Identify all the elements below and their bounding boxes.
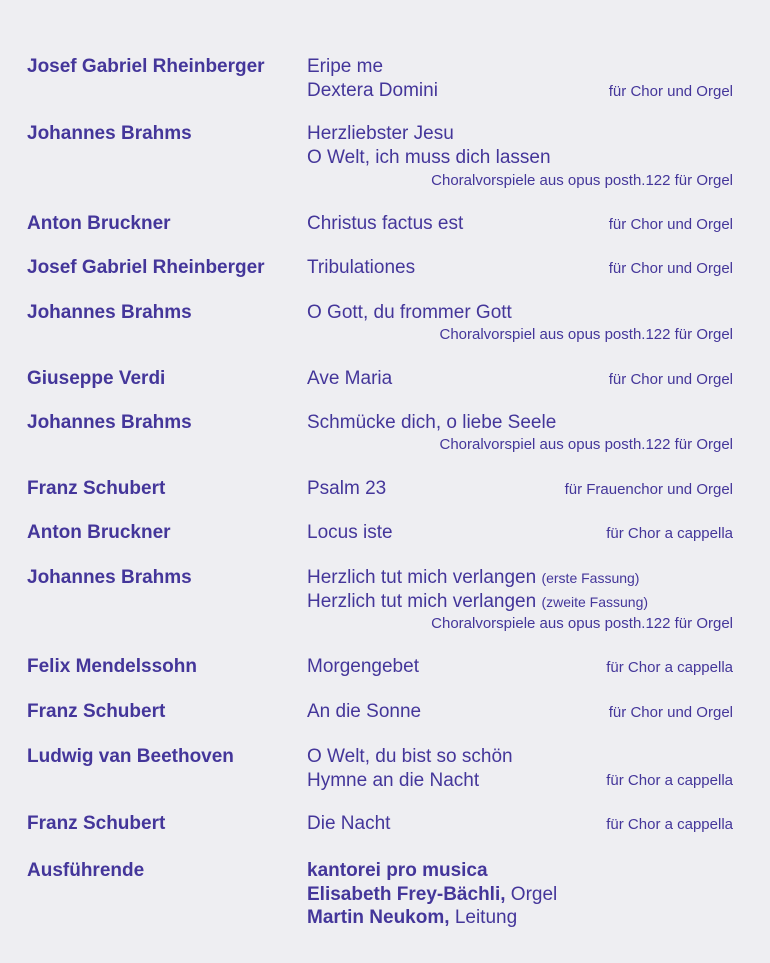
work-title: Herzliebster Jesu <box>307 123 454 144</box>
work-title: Hymne an die Nacht <box>307 770 480 791</box>
instrumentation: für Chor a cappella <box>606 659 733 676</box>
composer: Johannes Brahms <box>27 412 192 433</box>
work-title: Psalm 23 <box>307 478 387 499</box>
work-title: O Welt, du bist so schön <box>307 746 513 767</box>
instrumentation: für Frauenchor und Orgel <box>564 481 733 498</box>
work-line <box>307 566 639 590</box>
instrumentation: Choralvorspiele aus opus posth.122 für Orgel <box>431 172 733 189</box>
work-title: Herzlich tut mich verlangen <box>307 567 537 588</box>
work-title: Christus factus est <box>307 213 464 234</box>
composer: Franz Schubert <box>27 478 166 499</box>
organist-line <box>307 883 557 907</box>
conductor-line <box>307 906 517 930</box>
work-title: Schmücke dich, o liebe Seele <box>307 412 557 433</box>
work-line <box>307 590 648 614</box>
composer: Anton Bruckner <box>27 522 171 543</box>
composer: Josef Gabriel Rheinberger <box>27 257 265 278</box>
composer: Franz Schubert <box>27 701 166 722</box>
instrumentation: für Chor und Orgel <box>608 260 733 277</box>
version-note: (zweite Fassung) <box>541 594 649 610</box>
work-title: An die Sonne <box>307 701 422 722</box>
instrumentation: Choralvorspiel aus opus posth.122 für Orgel <box>439 436 733 453</box>
work-title: Tribulationes <box>307 257 416 278</box>
composer: Johannes Brahms <box>27 567 192 588</box>
version-note: (erste Fassung) <box>541 570 640 586</box>
work-title: Dextera Domini <box>307 80 438 101</box>
instrumentation: für Chor und Orgel <box>608 704 733 721</box>
instrumentation: für Chor und Orgel <box>608 371 733 388</box>
organist-name: Elisabeth Frey-Bächli, <box>307 884 506 905</box>
work-title: Morgengebet <box>307 656 419 677</box>
composer: Johannes Brahms <box>27 123 192 144</box>
instrumentation: für Chor a cappella <box>606 816 733 833</box>
instrumentation: für Chor und Orgel <box>608 216 733 233</box>
composer: Johannes Brahms <box>27 302 192 323</box>
instrumentation: Choralvorspiel aus opus posth.122 für Orgel <box>439 326 733 343</box>
composer: Giuseppe Verdi <box>27 368 166 389</box>
instrumentation: für Chor a cappella <box>606 772 733 789</box>
performers-label: Ausführende <box>27 860 145 881</box>
composer: Felix Mendelssohn <box>27 656 197 677</box>
conductor-name: Martin Neukom, <box>307 907 450 928</box>
conductor-role: Leitung <box>454 907 518 928</box>
work-title: O Gott, du frommer Gott <box>307 302 512 323</box>
composer: Ludwig van Beethoven <box>27 746 234 767</box>
organist-role: Orgel <box>510 884 558 905</box>
work-title: Herzlich tut mich verlangen <box>307 591 537 612</box>
instrumentation: Choralvorspiele aus opus posth.122 für Orgel <box>431 615 733 632</box>
work-title: O Welt, ich muss dich lassen <box>307 147 551 168</box>
composer: Anton Bruckner <box>27 213 171 234</box>
choir-name: kantorei pro musica <box>307 860 488 881</box>
work-title: Die Nacht <box>307 813 391 834</box>
composer: Franz Schubert <box>27 813 166 834</box>
composer: Josef Gabriel Rheinberger <box>27 56 265 77</box>
work-title: Ave Maria <box>307 368 393 389</box>
instrumentation: für Chor a cappella <box>606 525 733 542</box>
work-title: Eripe me <box>307 56 384 77</box>
instrumentation: für Chor und Orgel <box>608 83 733 100</box>
work-title: Locus iste <box>307 522 393 543</box>
